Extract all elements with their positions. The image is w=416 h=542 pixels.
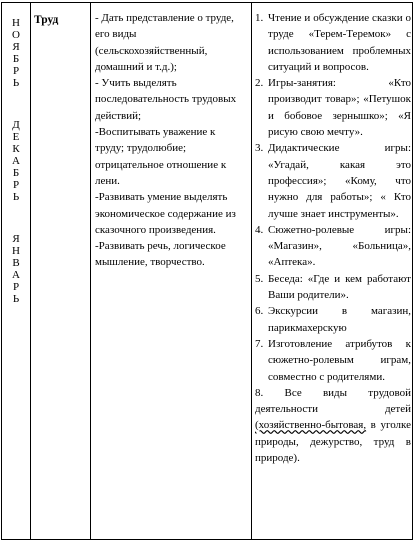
activity-number: 6. <box>255 305 264 318</box>
months-column <box>2 3 30 539</box>
activity-item <box>255 222 411 271</box>
activity-number: 4. <box>255 223 264 236</box>
activity-number: 1. <box>255 12 264 24</box>
activity-text: Беседа: «Где и кем работают Ваши родители». <box>268 272 411 302</box>
month-letter-december: Д <box>12 119 20 131</box>
activity-item <box>255 10 411 75</box>
activity-number: 5. <box>255 272 264 285</box>
activity-text: в уголке природы, дежурство, труд в природе). <box>255 419 411 465</box>
activity-text: Изготовление атрибутов к сюжетно-ролевым играм, совместно с родителями. <box>268 337 411 383</box>
month-letter-november: Р <box>12 65 20 77</box>
goal-item: - Учить выделять последовательность трудовых действий; <box>95 77 237 122</box>
activity-item <box>255 336 411 385</box>
month-letter-december: Е <box>12 131 20 143</box>
month-letter-december: Р <box>12 179 20 191</box>
activity-text: Дидактические игры: «Угадай, какая это профессия»; «Кому, что нужно для работы»; « Кто лучше знает инструменты». <box>268 142 411 220</box>
activity-number: 7. <box>255 337 264 350</box>
month-letter-january: А <box>12 269 20 281</box>
goal-item: -Воспитывать уважение к труду; трудолюбие; отрицательное отношение к лени. <box>95 126 227 187</box>
activity-text: Сюжетно-ролевые игры: «Магазин», «Больница», «Аптека». <box>268 223 411 269</box>
activity-item <box>255 303 411 336</box>
month-letter-january: Я <box>12 233 20 245</box>
month-letter-december: А <box>12 155 20 167</box>
month-letter-january: Р <box>12 281 20 293</box>
month-letter-november: Н <box>12 17 20 29</box>
activity-text-underlined: (хозяйственно-бытовая, <box>255 419 367 432</box>
topic-title: Труд <box>34 14 59 26</box>
column-divider <box>251 3 252 539</box>
column-divider <box>90 3 91 539</box>
activity-item <box>255 385 411 466</box>
activities-list <box>255 10 411 466</box>
month-letter-november: Б <box>12 53 20 65</box>
activity-text: Игры-занятия: «Кто производит товар»; «Петушок и бобовое зернышко»; «Я рисую свою мечту». <box>268 77 411 139</box>
activity-number: 2. <box>255 77 264 90</box>
activity-item <box>255 271 411 304</box>
month-letter-november: Я <box>12 41 20 53</box>
goals-list <box>95 10 247 271</box>
month-letter-january: Н <box>12 245 20 257</box>
plan-table <box>1 2 413 540</box>
month-letter-november: О <box>12 29 20 41</box>
column-divider <box>30 3 31 539</box>
month-letter-december: К <box>12 143 20 155</box>
activity-text: Чтение и обсуждение сказки о труде «Терем-Теремок» с использованием проблемных ситуаций и вопросов. <box>268 12 411 73</box>
activity-text: Все виды трудовой деятельности детей <box>255 386 411 416</box>
month-letter-january: В <box>12 257 20 269</box>
month-letter-december: Ь <box>12 191 20 203</box>
goal-item: -Развивать умение выделять экономическое содержание из сказочного произведения. <box>95 191 236 236</box>
activity-text: Экскурсии в магазин, парикмахерскую <box>268 305 411 334</box>
activity-number: 8. <box>255 386 264 399</box>
activity-item <box>255 140 411 221</box>
activity-number: 3. <box>255 142 264 155</box>
month-letter-january: Ь <box>12 293 20 305</box>
activity-item <box>255 75 411 140</box>
goal-item: - Дать представление о труде, его виды (сельскохозяйственный, домашний и т.д.); <box>95 12 234 73</box>
month-letter-december: Б <box>12 167 20 179</box>
goal-item: -Развивать речь, логическое мышление, творчество. <box>95 240 226 269</box>
month-letter-november: Ь <box>12 77 20 89</box>
